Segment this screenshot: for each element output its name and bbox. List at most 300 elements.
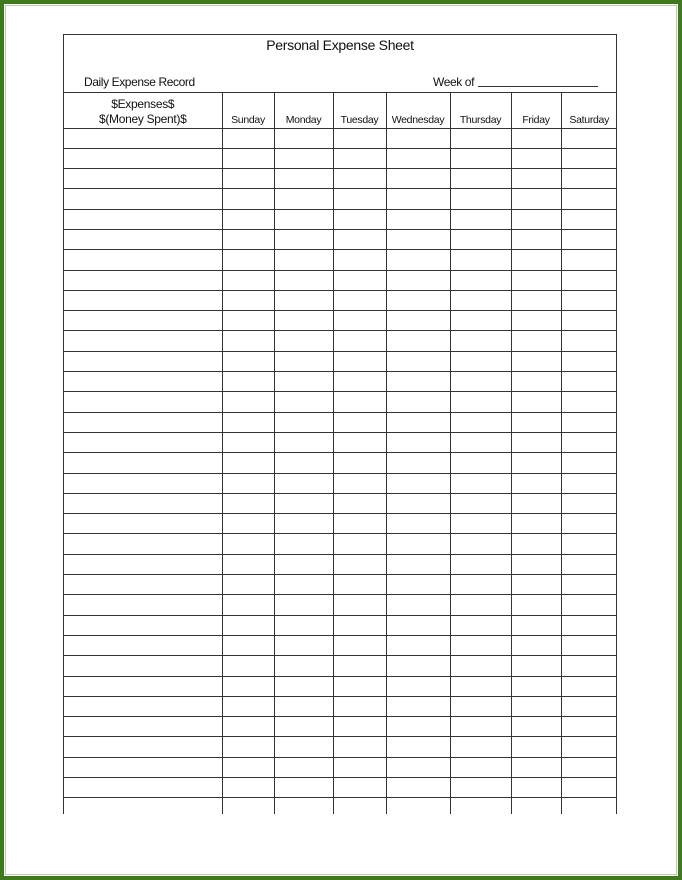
friday-cell[interactable]: [511, 412, 561, 432]
friday-cell[interactable]: [511, 189, 561, 209]
table-row: [64, 778, 617, 798]
tuesday-cell[interactable]: [333, 737, 386, 757]
monday-cell[interactable]: [274, 514, 333, 534]
wednesday-cell[interactable]: [386, 453, 450, 473]
saturday-cell[interactable]: [561, 656, 617, 676]
monday-cell[interactable]: [274, 392, 333, 412]
wednesday-cell[interactable]: [386, 432, 450, 452]
expense-cell[interactable]: [64, 575, 222, 595]
friday-cell[interactable]: [511, 514, 561, 534]
tuesday-cell[interactable]: [333, 554, 386, 574]
tuesday-cell[interactable]: [333, 331, 386, 351]
tuesday-cell[interactable]: [333, 595, 386, 615]
table-row: [64, 372, 617, 392]
sunday-cell[interactable]: [222, 270, 274, 290]
sunday-cell[interactable]: [222, 534, 274, 554]
saturday-cell[interactable]: [561, 250, 617, 270]
wednesday-cell[interactable]: [386, 635, 450, 655]
friday-cell[interactable]: [511, 656, 561, 676]
sunday-cell[interactable]: [222, 128, 274, 148]
wednesday-cell[interactable]: [386, 148, 450, 168]
expense-cell[interactable]: [64, 148, 222, 168]
table-row: [64, 250, 617, 270]
table-row: [64, 514, 617, 534]
expense-cell[interactable]: [64, 290, 222, 310]
sunday-cell[interactable]: [222, 615, 274, 635]
thursday-cell[interactable]: [450, 169, 511, 189]
friday-cell[interactable]: [511, 493, 561, 513]
expense-table: [64, 93, 617, 814]
thursday-cell[interactable]: [450, 453, 511, 473]
record-header: [64, 59, 616, 93]
tuesday-cell[interactable]: [333, 696, 386, 716]
friday-cell[interactable]: [511, 757, 561, 777]
thursday-cell[interactable]: [450, 148, 511, 168]
sunday-cell[interactable]: [222, 575, 274, 595]
expense-cell[interactable]: [64, 432, 222, 452]
expense-cell[interactable]: [64, 311, 222, 331]
tuesday-cell[interactable]: [333, 493, 386, 513]
table-row: [64, 676, 617, 696]
expense-cell[interactable]: [64, 331, 222, 351]
wednesday-cell[interactable]: [386, 372, 450, 392]
expense-cell[interactable]: [64, 757, 222, 777]
saturday-cell[interactable]: [561, 737, 617, 757]
thursday-cell[interactable]: [450, 128, 511, 148]
friday-cell[interactable]: [511, 311, 561, 331]
thursday-cell[interactable]: [450, 270, 511, 290]
wednesday-cell[interactable]: [386, 778, 450, 798]
saturday-cell[interactable]: [561, 757, 617, 777]
thursday-cell[interactable]: [450, 493, 511, 513]
expense-cell[interactable]: [64, 229, 222, 249]
thursday-cell[interactable]: [450, 189, 511, 209]
table-row: [64, 128, 617, 148]
thursday-cell[interactable]: [450, 229, 511, 249]
wednesday-cell[interactable]: [386, 209, 450, 229]
monday-cell[interactable]: [274, 351, 333, 371]
wednesday-cell[interactable]: [386, 189, 450, 209]
table-row: [64, 351, 617, 371]
tuesday-cell[interactable]: [333, 575, 386, 595]
thursday-cell[interactable]: [450, 554, 511, 574]
saturday-cell[interactable]: [561, 331, 617, 351]
saturday-cell[interactable]: [561, 778, 617, 798]
saturday-cell[interactable]: [561, 189, 617, 209]
thursday-cell[interactable]: [450, 432, 511, 452]
expense-cell[interactable]: [64, 798, 222, 814]
friday-cell[interactable]: [511, 717, 561, 737]
expense-cell[interactable]: [64, 270, 222, 290]
wednesday-cell[interactable]: [386, 676, 450, 696]
expense-cell[interactable]: [64, 514, 222, 534]
expense-cell[interactable]: [64, 696, 222, 716]
wednesday-cell[interactable]: [386, 554, 450, 574]
saturday-cell[interactable]: [561, 229, 617, 249]
friday-cell[interactable]: [511, 778, 561, 798]
wednesday-cell[interactable]: [386, 534, 450, 554]
expense-cell[interactable]: [64, 615, 222, 635]
thursday-cell[interactable]: [450, 331, 511, 351]
thursday-cell[interactable]: [450, 575, 511, 595]
saturday-cell[interactable]: [561, 209, 617, 229]
thursday-cell[interactable]: [450, 676, 511, 696]
saturday-cell[interactable]: [561, 148, 617, 168]
tuesday-cell[interactable]: [333, 757, 386, 777]
tuesday-cell[interactable]: [333, 473, 386, 493]
friday-cell[interactable]: [511, 290, 561, 310]
tuesday-cell[interactable]: [333, 514, 386, 534]
saturday-cell[interactable]: [561, 696, 617, 716]
monday-cell[interactable]: [274, 635, 333, 655]
wednesday-cell[interactable]: [386, 696, 450, 716]
table-row: [64, 493, 617, 513]
thursday-cell[interactable]: [450, 696, 511, 716]
wednesday-cell[interactable]: [386, 656, 450, 676]
sunday-cell[interactable]: [222, 290, 274, 310]
sunday-cell[interactable]: [222, 757, 274, 777]
wednesday-cell[interactable]: [386, 331, 450, 351]
day-header-wednesday: Wednesday: [386, 93, 450, 128]
friday-cell[interactable]: [511, 392, 561, 412]
friday-cell[interactable]: [511, 473, 561, 493]
thursday-cell[interactable]: [450, 656, 511, 676]
friday-cell[interactable]: [511, 615, 561, 635]
friday-cell[interactable]: [511, 209, 561, 229]
wednesday-cell[interactable]: [386, 493, 450, 513]
sunday-cell[interactable]: [222, 696, 274, 716]
table-row: [64, 534, 617, 554]
monday-cell[interactable]: [274, 128, 333, 148]
saturday-cell[interactable]: [561, 311, 617, 331]
saturday-cell[interactable]: [561, 270, 617, 290]
tuesday-cell[interactable]: [333, 778, 386, 798]
week-of-blank-line[interactable]: [478, 75, 598, 87]
expense-cell[interactable]: [64, 169, 222, 189]
expense-cell[interactable]: [64, 372, 222, 392]
expense-cell[interactable]: [64, 453, 222, 473]
thursday-cell[interactable]: [450, 737, 511, 757]
sunday-cell[interactable]: [222, 473, 274, 493]
tuesday-cell[interactable]: [333, 717, 386, 737]
saturday-cell[interactable]: [561, 514, 617, 534]
friday-cell[interactable]: [511, 453, 561, 473]
saturday-cell[interactable]: [561, 635, 617, 655]
expense-cell[interactable]: [64, 473, 222, 493]
week-of-label: Week of: [433, 75, 474, 89]
monday-cell[interactable]: [274, 229, 333, 249]
expense-cell[interactable]: [64, 209, 222, 229]
thursday-cell[interactable]: [450, 372, 511, 392]
sunday-cell[interactable]: [222, 372, 274, 392]
tuesday-cell[interactable]: [333, 128, 386, 148]
monday-cell[interactable]: [274, 311, 333, 331]
expense-cell[interactable]: [64, 737, 222, 757]
saturday-cell[interactable]: [561, 351, 617, 371]
sunday-cell[interactable]: [222, 778, 274, 798]
saturday-cell[interactable]: [561, 128, 617, 148]
friday-cell[interactable]: [511, 229, 561, 249]
expense-cell[interactable]: [64, 778, 222, 798]
sunday-cell[interactable]: [222, 676, 274, 696]
tuesday-cell[interactable]: [333, 534, 386, 554]
friday-cell[interactable]: [511, 250, 561, 270]
monday-cell[interactable]: [274, 595, 333, 615]
wednesday-cell[interactable]: [386, 514, 450, 534]
monday-cell[interactable]: [274, 798, 333, 814]
sunday-cell[interactable]: [222, 432, 274, 452]
tuesday-cell[interactable]: [333, 615, 386, 635]
monday-cell[interactable]: [274, 615, 333, 635]
friday-cell[interactable]: [511, 676, 561, 696]
tuesday-cell[interactable]: [333, 189, 386, 209]
saturday-cell[interactable]: [561, 595, 617, 615]
monday-cell[interactable]: [274, 432, 333, 452]
saturday-cell[interactable]: [561, 554, 617, 574]
tuesday-cell[interactable]: [333, 372, 386, 392]
wednesday-cell[interactable]: [386, 595, 450, 615]
expenses-column-header: [64, 93, 222, 128]
wednesday-cell[interactable]: [386, 250, 450, 270]
sunday-cell[interactable]: [222, 229, 274, 249]
friday-cell[interactable]: [511, 432, 561, 452]
tuesday-cell[interactable]: [333, 392, 386, 412]
saturday-cell[interactable]: [561, 453, 617, 473]
thursday-cell[interactable]: [450, 351, 511, 371]
friday-cell[interactable]: [511, 148, 561, 168]
sunday-cell[interactable]: [222, 798, 274, 814]
wednesday-cell[interactable]: [386, 737, 450, 757]
tuesday-cell[interactable]: [333, 412, 386, 432]
wednesday-cell[interactable]: [386, 798, 450, 814]
expense-cell[interactable]: [64, 717, 222, 737]
expense-cell[interactable]: [64, 250, 222, 270]
thursday-cell[interactable]: [450, 615, 511, 635]
monday-cell[interactable]: [274, 372, 333, 392]
monday-cell[interactable]: [274, 169, 333, 189]
table-row: [64, 290, 617, 310]
tuesday-cell[interactable]: [333, 290, 386, 310]
tuesday-cell[interactable]: [333, 635, 386, 655]
saturday-cell[interactable]: [561, 290, 617, 310]
thursday-cell[interactable]: [450, 534, 511, 554]
thursday-cell[interactable]: [450, 514, 511, 534]
friday-cell[interactable]: [511, 696, 561, 716]
expense-cell[interactable]: [64, 595, 222, 615]
monday-cell[interactable]: [274, 493, 333, 513]
wednesday-cell[interactable]: [386, 412, 450, 432]
week-of-field: [433, 75, 598, 89]
thursday-cell[interactable]: [450, 595, 511, 615]
saturday-cell[interactable]: [561, 615, 617, 635]
friday-cell[interactable]: [511, 554, 561, 574]
sunday-cell[interactable]: [222, 717, 274, 737]
tuesday-cell[interactable]: [333, 209, 386, 229]
wednesday-cell[interactable]: [386, 169, 450, 189]
sunday-cell[interactable]: [222, 148, 274, 168]
wednesday-cell[interactable]: [386, 128, 450, 148]
monday-cell[interactable]: [274, 534, 333, 554]
saturday-cell[interactable]: [561, 169, 617, 189]
sunday-cell[interactable]: [222, 635, 274, 655]
monday-cell[interactable]: [274, 250, 333, 270]
monday-cell[interactable]: [274, 290, 333, 310]
saturday-cell[interactable]: [561, 372, 617, 392]
monday-cell[interactable]: [274, 676, 333, 696]
table-row: [64, 392, 617, 412]
sunday-cell[interactable]: [222, 737, 274, 757]
tuesday-cell[interactable]: [333, 311, 386, 331]
sunday-cell[interactable]: [222, 453, 274, 473]
friday-cell[interactable]: [511, 169, 561, 189]
saturday-cell[interactable]: [561, 493, 617, 513]
sunday-cell[interactable]: [222, 311, 274, 331]
sunday-cell[interactable]: [222, 595, 274, 615]
friday-cell[interactable]: [511, 128, 561, 148]
expense-cell[interactable]: [64, 392, 222, 412]
thursday-cell[interactable]: [450, 778, 511, 798]
expense-cell[interactable]: [64, 128, 222, 148]
tuesday-cell[interactable]: [333, 453, 386, 473]
thursday-cell[interactable]: [450, 392, 511, 412]
sunday-cell[interactable]: [222, 351, 274, 371]
tuesday-cell[interactable]: [333, 351, 386, 371]
thursday-cell[interactable]: [450, 311, 511, 331]
tuesday-cell[interactable]: [333, 229, 386, 249]
thursday-cell[interactable]: [450, 757, 511, 777]
saturday-cell[interactable]: [561, 717, 617, 737]
monday-cell[interactable]: [274, 778, 333, 798]
monday-cell[interactable]: [274, 656, 333, 676]
wednesday-cell[interactable]: [386, 229, 450, 249]
wednesday-cell[interactable]: [386, 392, 450, 412]
friday-cell[interactable]: [511, 331, 561, 351]
table-row: [64, 209, 617, 229]
saturday-cell[interactable]: [561, 432, 617, 452]
friday-cell[interactable]: [511, 575, 561, 595]
monday-cell[interactable]: [274, 331, 333, 351]
wednesday-cell[interactable]: [386, 311, 450, 331]
table-row: [64, 311, 617, 331]
wednesday-cell[interactable]: [386, 615, 450, 635]
expense-cell[interactable]: [64, 534, 222, 554]
friday-cell[interactable]: [511, 372, 561, 392]
thursday-cell[interactable]: [450, 473, 511, 493]
expense-cell[interactable]: [64, 189, 222, 209]
tuesday-cell[interactable]: [333, 250, 386, 270]
sunday-cell[interactable]: [222, 331, 274, 351]
tuesday-cell[interactable]: [333, 169, 386, 189]
wednesday-cell[interactable]: [386, 473, 450, 493]
monday-cell[interactable]: [274, 148, 333, 168]
friday-cell[interactable]: [511, 351, 561, 371]
saturday-cell[interactable]: [561, 575, 617, 595]
sunday-cell[interactable]: [222, 392, 274, 412]
table-row: [64, 412, 617, 432]
sunday-cell[interactable]: [222, 189, 274, 209]
sunday-cell[interactable]: [222, 250, 274, 270]
sunday-cell[interactable]: [222, 514, 274, 534]
expense-cell[interactable]: [64, 554, 222, 574]
thursday-cell[interactable]: [450, 798, 511, 814]
tuesday-cell[interactable]: [333, 270, 386, 290]
tuesday-cell[interactable]: [333, 798, 386, 814]
monday-cell[interactable]: [274, 696, 333, 716]
saturday-cell[interactable]: [561, 798, 617, 814]
wednesday-cell[interactable]: [386, 290, 450, 310]
tuesday-cell[interactable]: [333, 676, 386, 696]
monday-cell[interactable]: [274, 717, 333, 737]
table-row: [64, 473, 617, 493]
expense-cell[interactable]: [64, 676, 222, 696]
wednesday-cell[interactable]: [386, 351, 450, 371]
tuesday-cell[interactable]: [333, 656, 386, 676]
sunday-cell[interactable]: [222, 169, 274, 189]
saturday-cell[interactable]: [561, 392, 617, 412]
expense-cell[interactable]: [64, 351, 222, 371]
thursday-cell[interactable]: [450, 250, 511, 270]
sunday-cell[interactable]: [222, 209, 274, 229]
wednesday-cell[interactable]: [386, 270, 450, 290]
table-row: [64, 696, 617, 716]
wednesday-cell[interactable]: [386, 717, 450, 737]
table-header-row: [64, 93, 617, 128]
monday-cell[interactable]: [274, 412, 333, 432]
thursday-cell[interactable]: [450, 290, 511, 310]
expenses-header-line2: $(Money Spent)$: [98, 111, 187, 126]
monday-cell[interactable]: [274, 575, 333, 595]
monday-cell[interactable]: [274, 554, 333, 574]
friday-cell[interactable]: [511, 737, 561, 757]
saturday-cell[interactable]: [561, 412, 617, 432]
thursday-cell[interactable]: [450, 717, 511, 737]
expense-cell[interactable]: [64, 493, 222, 513]
saturday-cell[interactable]: [561, 676, 617, 696]
wednesday-cell[interactable]: [386, 757, 450, 777]
tuesday-cell[interactable]: [333, 432, 386, 452]
friday-cell[interactable]: [511, 635, 561, 655]
wednesday-cell[interactable]: [386, 575, 450, 595]
tuesday-cell[interactable]: [333, 148, 386, 168]
expense-cell[interactable]: [64, 635, 222, 655]
friday-cell[interactable]: [511, 534, 561, 554]
expense-cell[interactable]: [64, 656, 222, 676]
table-row: [64, 148, 617, 168]
friday-cell[interactable]: [511, 798, 561, 814]
expense-cell[interactable]: [64, 412, 222, 432]
monday-cell[interactable]: [274, 757, 333, 777]
saturday-cell[interactable]: [561, 473, 617, 493]
sunday-cell[interactable]: [222, 412, 274, 432]
sheet-title: Personal Expense Sheet: [266, 37, 414, 53]
monday-cell[interactable]: [274, 270, 333, 290]
sunday-cell[interactable]: [222, 656, 274, 676]
sunday-cell[interactable]: [222, 493, 274, 513]
thursday-cell[interactable]: [450, 635, 511, 655]
thursday-cell[interactable]: [450, 412, 511, 432]
friday-cell[interactable]: [511, 595, 561, 615]
monday-cell[interactable]: [274, 473, 333, 493]
thursday-cell[interactable]: [450, 209, 511, 229]
monday-cell[interactable]: [274, 189, 333, 209]
friday-cell[interactable]: [511, 270, 561, 290]
monday-cell[interactable]: [274, 737, 333, 757]
saturday-cell[interactable]: [561, 534, 617, 554]
sunday-cell[interactable]: [222, 554, 274, 574]
monday-cell[interactable]: [274, 209, 333, 229]
table-row: [64, 554, 617, 574]
monday-cell[interactable]: [274, 453, 333, 473]
